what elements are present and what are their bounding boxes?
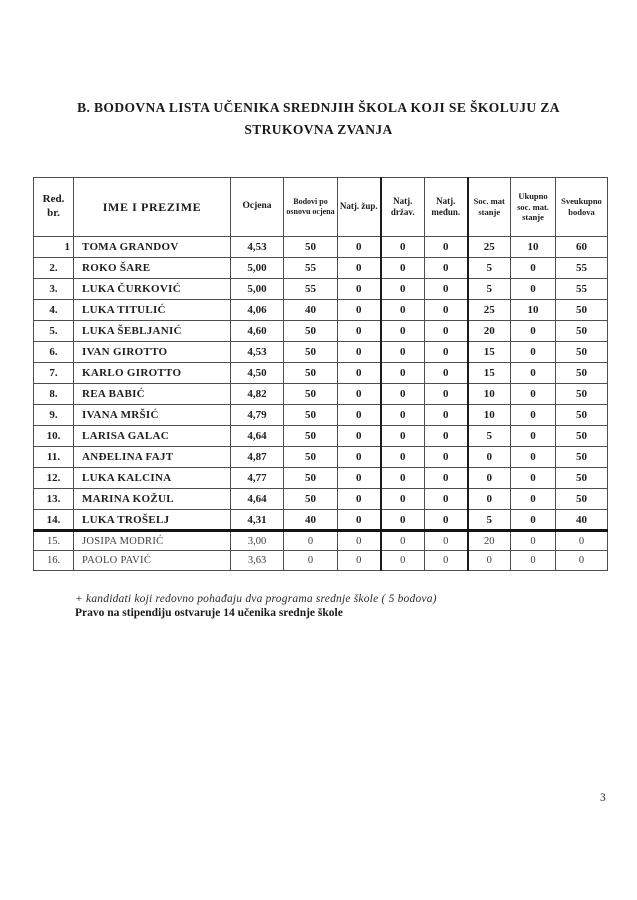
grade-value: 4,82: [231, 384, 284, 405]
grade-points: 50: [284, 237, 338, 258]
student-name: ROKO ŠARE: [74, 258, 231, 279]
state-competition-points: 0: [381, 531, 425, 551]
grade-points: 50: [284, 363, 338, 384]
student-name: ANĐELINA FAJT: [74, 447, 231, 468]
social-status-points: 5: [468, 279, 511, 300]
student-name: LUKA ČURKOVIĆ: [74, 279, 231, 300]
grade-value: 4,60: [231, 321, 284, 342]
grade-value: 4,64: [231, 426, 284, 447]
table-row: [34, 321, 608, 342]
header-ukupno-soc-mat: Ukupno soc. mat. stanje: [511, 178, 556, 237]
total-points: 50: [556, 342, 608, 363]
grade-points: 50: [284, 384, 338, 405]
state-competition-points: 0: [381, 405, 425, 426]
header-ocjena: Ocjena: [231, 178, 284, 237]
county-competition-points: 0: [338, 489, 381, 510]
international-competition-points: 0: [425, 300, 468, 321]
grade-value: 3,63: [231, 551, 284, 571]
state-competition-points: 0: [381, 300, 425, 321]
total-social-status-points: 0: [511, 531, 556, 551]
state-competition-points: 0: [381, 258, 425, 279]
social-status-points: 0: [468, 468, 511, 489]
table-row: [34, 426, 608, 447]
total-social-status-points: 0: [511, 342, 556, 363]
table-row: [34, 468, 608, 489]
county-competition-points: 0: [338, 405, 381, 426]
grade-value: 3,00: [231, 531, 284, 551]
grade-value: 4,87: [231, 447, 284, 468]
grade-points: 55: [284, 279, 338, 300]
total-points: 50: [556, 426, 608, 447]
international-competition-points: 0: [425, 447, 468, 468]
international-competition-points: 0: [425, 551, 468, 571]
total-social-status-points: 0: [511, 447, 556, 468]
grade-points: 50: [284, 468, 338, 489]
row-number: 2.: [34, 258, 74, 279]
grade-value: 4,06: [231, 300, 284, 321]
total-social-status-points: 0: [511, 489, 556, 510]
table-row: [34, 384, 608, 405]
county-competition-points: 0: [338, 426, 381, 447]
total-social-status-points: 0: [511, 321, 556, 342]
county-competition-points: 0: [338, 551, 381, 571]
total-social-status-points: 0: [511, 258, 556, 279]
county-competition-points: 0: [338, 468, 381, 489]
student-name: MARINA KOŽUL: [74, 489, 231, 510]
county-competition-points: 0: [338, 363, 381, 384]
social-status-points: 20: [468, 321, 511, 342]
document-title: [0, 97, 637, 141]
grade-value: 4,53: [231, 342, 284, 363]
total-social-status-points: 0: [511, 426, 556, 447]
table-row: [34, 531, 608, 551]
international-competition-points: 0: [425, 237, 468, 258]
student-name: LUKA TITULIĆ: [74, 300, 231, 321]
state-competition-points: 0: [381, 342, 425, 363]
state-competition-points: 0: [381, 384, 425, 405]
county-competition-points: 0: [338, 531, 381, 551]
total-social-status-points: 0: [511, 510, 556, 531]
international-competition-points: 0: [425, 279, 468, 300]
county-competition-points: 0: [338, 258, 381, 279]
total-social-status-points: 0: [511, 363, 556, 384]
grade-value: 4,64: [231, 489, 284, 510]
row-number: 16.: [34, 551, 74, 571]
social-status-points: 10: [468, 384, 511, 405]
county-competition-points: 0: [338, 279, 381, 300]
student-name: LUKA ŠEBLJANIĆ: [74, 321, 231, 342]
international-competition-points: 0: [425, 342, 468, 363]
grade-points: 40: [284, 510, 338, 531]
student-name: LARISA GALAC: [74, 426, 231, 447]
grade-value: 4,79: [231, 405, 284, 426]
grade-value: 4,31: [231, 510, 284, 531]
row-number: 9.: [34, 405, 74, 426]
grade-points: 50: [284, 426, 338, 447]
row-number: 11.: [34, 447, 74, 468]
state-competition-points: 0: [381, 489, 425, 510]
table-row: [34, 510, 608, 531]
grade-points: 0: [284, 551, 338, 571]
table-row: [34, 237, 608, 258]
state-competition-points: 0: [381, 237, 425, 258]
table-row: [34, 279, 608, 300]
total-points: 50: [556, 405, 608, 426]
row-number: 14.: [34, 510, 74, 531]
table-row: [34, 300, 608, 321]
total-points: 40: [556, 510, 608, 531]
row-number: 10.: [34, 426, 74, 447]
table-row: [34, 342, 608, 363]
page-number: 3: [600, 792, 606, 804]
county-competition-points: 0: [338, 510, 381, 531]
score-table: [33, 177, 608, 571]
international-competition-points: 0: [425, 489, 468, 510]
total-social-status-points: 10: [511, 300, 556, 321]
grade-points: 40: [284, 300, 338, 321]
state-competition-points: 0: [381, 551, 425, 571]
total-social-status-points: 0: [511, 279, 556, 300]
footnote-scholarship: Pravo na stipendiju ostvaruje 14 učenika srednje škole: [75, 607, 343, 619]
social-status-points: 5: [468, 510, 511, 531]
grade-points: 55: [284, 258, 338, 279]
row-number: 4.: [34, 300, 74, 321]
row-number: 15.: [34, 531, 74, 551]
grade-points: 50: [284, 447, 338, 468]
table-row: [34, 258, 608, 279]
footnote-extra-points: + kandidati koji redovno pohađaju dva programa srednje škole ( 5 bodova): [75, 593, 437, 605]
row-number: 3.: [34, 279, 74, 300]
total-points: 50: [556, 489, 608, 510]
total-points: 50: [556, 384, 608, 405]
international-competition-points: 0: [425, 405, 468, 426]
county-competition-points: 0: [338, 300, 381, 321]
header-row: [34, 178, 608, 237]
student-name: KARLO GIROTTO: [74, 363, 231, 384]
total-social-status-points: 0: [511, 551, 556, 571]
state-competition-points: 0: [381, 468, 425, 489]
international-competition-points: 0: [425, 363, 468, 384]
table-row: [34, 551, 608, 571]
county-competition-points: 0: [338, 237, 381, 258]
social-status-points: 15: [468, 363, 511, 384]
header-red-br: Red. br.: [34, 178, 74, 237]
international-competition-points: 0: [425, 426, 468, 447]
student-name: IVAN GIROTTO: [74, 342, 231, 363]
state-competition-points: 0: [381, 321, 425, 342]
row-number: 13.: [34, 489, 74, 510]
state-competition-points: 0: [381, 426, 425, 447]
international-competition-points: 0: [425, 384, 468, 405]
state-competition-points: 0: [381, 447, 425, 468]
social-status-points: 20: [468, 531, 511, 551]
student-name: LUKA KALCINA: [74, 468, 231, 489]
student-name: JOSIPA MODRIĆ: [74, 531, 231, 551]
header-natj-drzav: Natj. držav.: [381, 178, 425, 237]
grade-points: 0: [284, 531, 338, 551]
social-status-points: 0: [468, 551, 511, 571]
international-competition-points: 0: [425, 468, 468, 489]
row-number: 7.: [34, 363, 74, 384]
social-status-points: 0: [468, 447, 511, 468]
grade-points: 50: [284, 321, 338, 342]
total-points: 60: [556, 237, 608, 258]
total-points: 50: [556, 447, 608, 468]
social-status-points: 10: [468, 405, 511, 426]
grade-value: 5,00: [231, 258, 284, 279]
student-name: LUKA TROŠELJ: [74, 510, 231, 531]
grade-value: 5,00: [231, 279, 284, 300]
header-bodovi-po-ocjeni: Bodovi po osnovu ocjena: [284, 178, 338, 237]
title-line-2: STRUKOVNA ZVANJA: [244, 122, 393, 137]
total-social-status-points: 0: [511, 468, 556, 489]
county-competition-points: 0: [338, 342, 381, 363]
table-row: [34, 447, 608, 468]
total-social-status-points: 10: [511, 237, 556, 258]
grade-value: 4,50: [231, 363, 284, 384]
grade-points: 50: [284, 489, 338, 510]
row-number: 12.: [34, 468, 74, 489]
total-points: 50: [556, 468, 608, 489]
international-competition-points: 0: [425, 321, 468, 342]
state-competition-points: 0: [381, 363, 425, 384]
student-name: IVANA MRŠIĆ: [74, 405, 231, 426]
table-header: [34, 178, 608, 237]
title-line-1: B. BODOVNA LISTA UČENIKA SREDNJIH ŠKOLA KOJI SE ŠKOLUJU ZA: [77, 100, 560, 115]
row-number: 5.: [34, 321, 74, 342]
total-points: 55: [556, 258, 608, 279]
header-sveukupno-bodova: Sveukupno bodova: [556, 178, 608, 237]
student-name: REA BABIĆ: [74, 384, 231, 405]
state-competition-points: 0: [381, 510, 425, 531]
international-competition-points: 0: [425, 258, 468, 279]
row-number: 1: [34, 237, 74, 258]
total-social-status-points: 0: [511, 384, 556, 405]
student-name: PAOLO PAVIĆ: [74, 551, 231, 571]
social-status-points: 15: [468, 342, 511, 363]
header-soc-mat-stanje: Soc. mat stanje: [468, 178, 511, 237]
grade-value: 4,53: [231, 237, 284, 258]
grade-value: 4,77: [231, 468, 284, 489]
total-points: 50: [556, 363, 608, 384]
county-competition-points: 0: [338, 321, 381, 342]
social-status-points: 25: [468, 300, 511, 321]
total-points: 50: [556, 321, 608, 342]
total-points: 50: [556, 300, 608, 321]
table-row: [34, 489, 608, 510]
row-number: 8.: [34, 384, 74, 405]
total-social-status-points: 0: [511, 405, 556, 426]
state-competition-points: 0: [381, 279, 425, 300]
header-natj-zup: Natj. žup.: [338, 178, 381, 237]
social-status-points: 0: [468, 489, 511, 510]
row-number: 6.: [34, 342, 74, 363]
international-competition-points: 0: [425, 531, 468, 551]
total-points: 0: [556, 531, 608, 551]
total-points: 55: [556, 279, 608, 300]
header-ime-i-prezime: IME I PREZIME: [74, 178, 231, 237]
header-natj-medun: Natj. međun.: [425, 178, 468, 237]
social-status-points: 5: [468, 426, 511, 447]
table-row: [34, 405, 608, 426]
grade-points: 50: [284, 342, 338, 363]
grade-points: 50: [284, 405, 338, 426]
county-competition-points: 0: [338, 447, 381, 468]
footnotes: [75, 593, 437, 619]
student-name: TOMA GRANDOV: [74, 237, 231, 258]
total-points: 0: [556, 551, 608, 571]
table-row: [34, 363, 608, 384]
social-status-points: 25: [468, 237, 511, 258]
international-competition-points: 0: [425, 510, 468, 531]
table-body: [34, 237, 608, 571]
county-competition-points: 0: [338, 384, 381, 405]
social-status-points: 5: [468, 258, 511, 279]
